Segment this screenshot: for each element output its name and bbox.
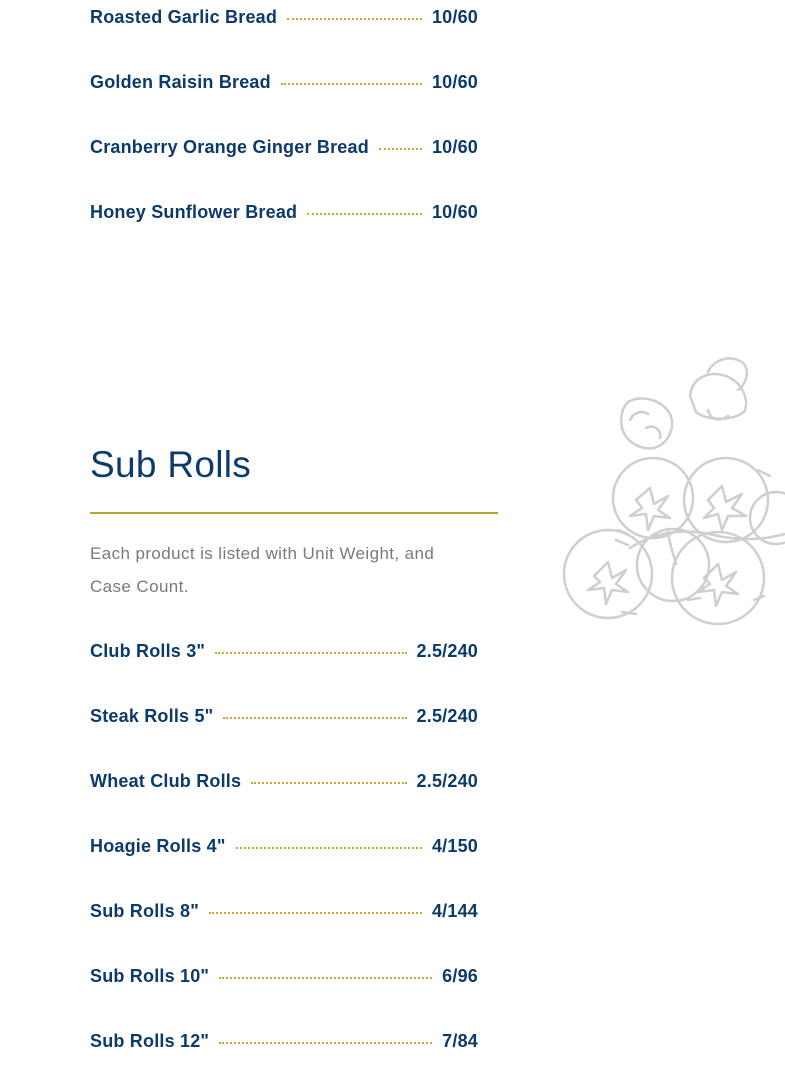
section-divider <box>90 512 498 514</box>
dotted-leader <box>379 148 422 150</box>
menu-item-name[interactable]: Sub Rolls 12" <box>90 1030 210 1051</box>
menu-item[interactable] <box>90 769 478 793</box>
menu-item[interactable] <box>90 1029 478 1053</box>
dotted-leader <box>236 847 422 849</box>
menu-item[interactable] <box>90 964 478 988</box>
menu-item-name[interactable]: Club Rolls 3" <box>90 640 206 661</box>
menu-item-price: 6/96 <box>442 965 478 986</box>
tomatoes-mushrooms-icon <box>558 350 785 635</box>
menu-item-price: 10/60 <box>431 6 478 27</box>
dotted-leader <box>281 83 422 85</box>
menu-item-name[interactable]: Steak Rolls 5" <box>90 705 214 726</box>
menu-item-price: 2.5/240 <box>416 705 478 726</box>
menu-item-name[interactable]: Sub Rolls 10" <box>90 965 210 986</box>
section-title: Sub Rolls <box>90 444 252 485</box>
menu-item-name[interactable]: Hoagie Rolls 4" <box>90 835 226 856</box>
dotted-leader <box>223 717 406 719</box>
menu-item-name[interactable]: Cranberry Orange Ginger Bread <box>90 136 369 157</box>
menu-item-price: 10/60 <box>431 201 478 222</box>
menu-item-price: 7/84 <box>442 1030 478 1051</box>
dotted-leader <box>307 213 422 215</box>
menu-item-price: 4/150 <box>431 835 478 856</box>
menu-item-price: 10/60 <box>431 71 478 92</box>
dotted-leader <box>219 1042 432 1044</box>
dotted-leader <box>209 912 422 914</box>
menu-item-name[interactable]: Honey Sunflower Bread <box>90 201 298 222</box>
dotted-leader <box>287 18 422 20</box>
menu-item-name[interactable]: Golden Raisin Bread <box>90 71 271 92</box>
menu-item[interactable] <box>90 5 478 29</box>
menu-item[interactable] <box>90 639 478 663</box>
menu-item[interactable] <box>90 200 478 224</box>
menu-item[interactable] <box>90 70 478 94</box>
menu-item-name[interactable]: Roasted Garlic Bread <box>90 6 278 27</box>
dotted-leader <box>251 782 406 784</box>
menu-item-name[interactable]: Sub Rolls 8" <box>90 900 199 921</box>
menu-item[interactable] <box>90 135 478 159</box>
menu-item[interactable] <box>90 704 478 728</box>
menu-item-price: 4/144 <box>431 900 478 921</box>
menu-item-price: 10/60 <box>431 136 478 157</box>
menu-item-name[interactable]: Wheat Club Rolls <box>90 770 242 791</box>
dotted-leader <box>215 652 406 654</box>
dotted-leader <box>219 977 432 979</box>
section-description: Each product is listed with Unit Weight, and Case Count. <box>90 544 435 596</box>
menu-item-price: 2.5/240 <box>416 770 478 791</box>
menu-item[interactable] <box>90 899 478 923</box>
menu-item-price: 2.5/240 <box>416 640 478 661</box>
menu-item[interactable] <box>90 834 478 858</box>
